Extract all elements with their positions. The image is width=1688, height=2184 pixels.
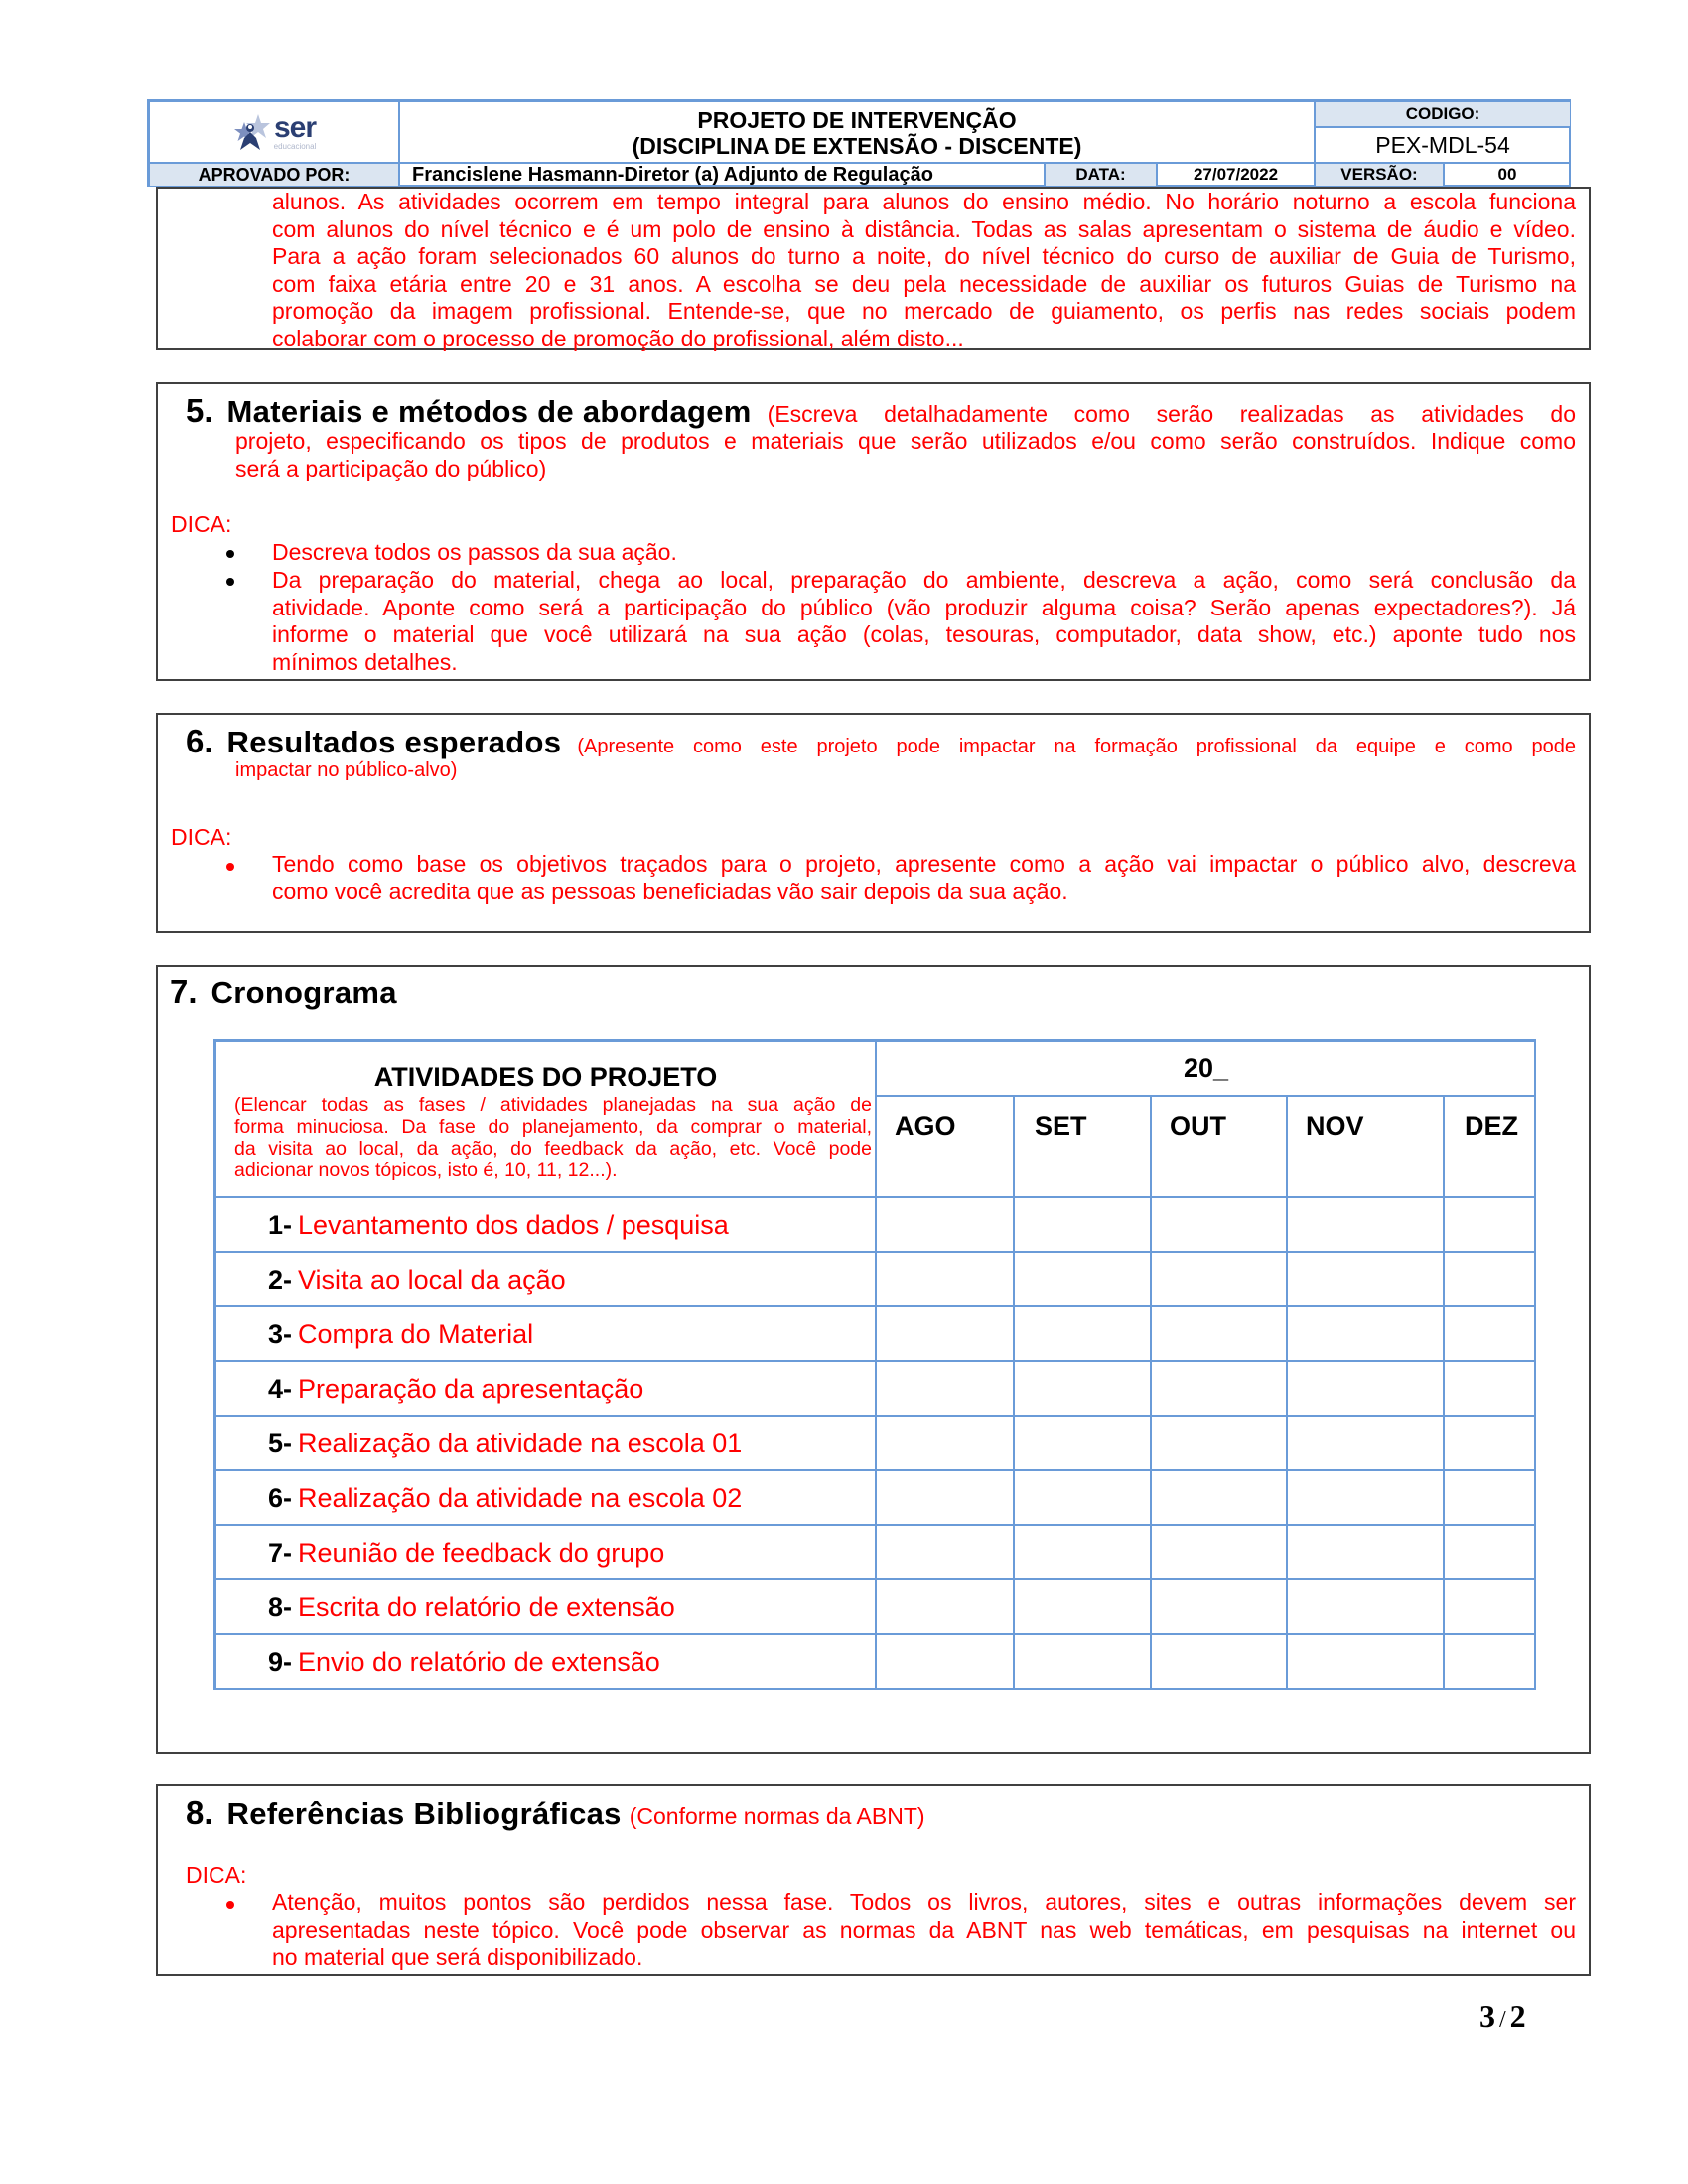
- logo-cell: [149, 101, 399, 163]
- schedule-cell[interactable]: [1151, 1416, 1287, 1470]
- schedule-cell[interactable]: [1287, 1579, 1444, 1634]
- text-line: forma minuciosa. Da fase do planejamento, da comprar o material,: [234, 1116, 872, 1138]
- activity-label: Escrita do relatório de extensão: [298, 1591, 675, 1622]
- schedule-cell[interactable]: [876, 1361, 1014, 1416]
- text-line: (Elencar todas as fases / atividades planejadas na sua ação de: [234, 1094, 872, 1116]
- text-line: projeto, especificando os tipos de produtos e materiais que serão utilizados e/ou como serão construídos. Indique como: [235, 428, 1576, 454]
- activity-number: 8-: [268, 1591, 293, 1622]
- schedule-cell[interactable]: [1151, 1470, 1287, 1525]
- schedule-cell[interactable]: [1444, 1306, 1536, 1361]
- schedule-cell[interactable]: [876, 1197, 1014, 1252]
- schedule-cell[interactable]: [1444, 1634, 1536, 1689]
- schedule-cell[interactable]: [1444, 1525, 1536, 1579]
- bullet-icon: [226, 863, 234, 871]
- schedule-cell[interactable]: [1014, 1416, 1151, 1470]
- approved-label: APROVADO POR:: [198, 164, 351, 185]
- text-line: colaborar com o processo de promoção do profissional, além disto...: [272, 325, 964, 351]
- section-5-heading: [186, 392, 1576, 430]
- schedule-cell[interactable]: [1287, 1525, 1444, 1579]
- activity-row-label: [215, 1361, 876, 1416]
- schedule-cell[interactable]: [1287, 1470, 1444, 1525]
- activities-header-cell: [215, 1041, 876, 1197]
- section-instruction: (Conforme normas da ABNT): [629, 1803, 925, 1829]
- month-header: [1151, 1096, 1287, 1197]
- text-line: Atenção, muitos pontos são perdidos nessa fase. Todos os livros, autores, sites e outras informações devem ser: [272, 1889, 1576, 1915]
- page-separator: /: [1499, 2007, 1506, 2033]
- section-4-continuation: [156, 187, 1591, 350]
- section-8-heading: [186, 1794, 925, 1832]
- schedule-cell[interactable]: [876, 1634, 1014, 1689]
- code-value: PEX-MDL-54: [1375, 131, 1510, 158]
- approved-value: Francislene Hasmann-Diretor (a) Adjunto de Regulação: [412, 163, 933, 186]
- schedule-cell[interactable]: [1151, 1634, 1287, 1689]
- activity-number: 5-: [268, 1428, 293, 1458]
- schedule-cell[interactable]: [1444, 1197, 1536, 1252]
- schedule-cell[interactable]: [1287, 1361, 1444, 1416]
- section-instruction-cont: impactar no público-alvo): [235, 759, 458, 781]
- activity-row-label: [215, 1579, 876, 1634]
- tip-label: DICA:: [171, 511, 232, 537]
- date-value-cell: [1157, 163, 1315, 187]
- activity-number: 3-: [268, 1318, 293, 1349]
- bullet-icon: [226, 1901, 234, 1909]
- month-header: [1014, 1096, 1151, 1197]
- schedule-cell[interactable]: [1014, 1470, 1151, 1525]
- text-line: com alunos do nível técnico e é um polo de ensino à distância. Todas as salas apresentam o sistema de áudio e vídeo.: [272, 215, 1576, 242]
- month-label: AGO: [895, 1111, 956, 1141]
- schedule-cell[interactable]: [876, 1252, 1014, 1306]
- month-label: NOV: [1306, 1111, 1364, 1141]
- schedule-cell[interactable]: [1151, 1306, 1287, 1361]
- section-6-heading: [186, 723, 1576, 760]
- month-header: [1287, 1096, 1444, 1197]
- tip-item: Descreva todos os passos da sua ação.: [272, 539, 677, 565]
- logo: [232, 112, 317, 152]
- year-label: 20_: [1183, 1053, 1229, 1083]
- schedule-cell[interactable]: [1287, 1634, 1444, 1689]
- text-line: apresentadas neste tópico. Você pode observar as normas da ABNT nas web temáticas, em pesquisas na internet ou: [272, 1916, 1576, 1943]
- section-number: 5.: [186, 392, 213, 429]
- schedule-cell[interactable]: [1014, 1306, 1151, 1361]
- text-line: adicionar novos tópicos, isto é, 10, 11, 12...).: [234, 1160, 618, 1181]
- text-line: como você acredita que as pessoas beneficiadas vão sair depois da sua ação.: [272, 878, 1068, 904]
- activity-label: Envio do relatório de extensão: [298, 1646, 660, 1677]
- activity-row-label: [215, 1416, 876, 1470]
- schedule-table: [213, 1039, 1536, 1690]
- bullet-icon: [226, 578, 234, 586]
- schedule-cell[interactable]: [1151, 1361, 1287, 1416]
- section-4-text: [272, 189, 1576, 352]
- page-current: 3: [1479, 1998, 1495, 2034]
- document-title: PROJETO DE INTERVENÇÃO: [697, 107, 1017, 133]
- schedule-cell[interactable]: [1444, 1252, 1536, 1306]
- activity-label: Compra do Material: [298, 1318, 534, 1349]
- text-line: informe o material que você utilizará na sua ação (colas, tesouras, computador, data show, etc.) aponte tudo nos: [272, 621, 1576, 647]
- schedule-cell[interactable]: [1151, 1525, 1287, 1579]
- text-line: Para a ação foram selecionados 60 alunos do turno a noite, do nível técnico do curso de auxiliar de Guia de Turismo,: [272, 243, 1576, 269]
- version-label: VERSÃO:: [1340, 165, 1418, 184]
- schedule-cell[interactable]: [1151, 1197, 1287, 1252]
- schedule-cell[interactable]: [1287, 1197, 1444, 1252]
- activity-number: 9-: [268, 1646, 293, 1677]
- section-number: 6.: [186, 723, 213, 759]
- schedule-cell[interactable]: [1444, 1416, 1536, 1470]
- version-value-cell: [1444, 163, 1571, 187]
- schedule-cell[interactable]: [1444, 1579, 1536, 1634]
- activity-number: 4-: [268, 1373, 293, 1404]
- activity-row-label: [215, 1252, 876, 1306]
- version-label-cell: [1315, 163, 1444, 187]
- activity-row-label: [215, 1306, 876, 1361]
- month-header: [1444, 1096, 1536, 1197]
- schedule-cell[interactable]: [1014, 1361, 1151, 1416]
- code-label: CODIGO:: [1405, 104, 1480, 123]
- schedule-cell[interactable]: [1287, 1416, 1444, 1470]
- schedule-cell[interactable]: [1014, 1197, 1151, 1252]
- activities-note: [234, 1094, 872, 1181]
- schedule-cell[interactable]: [1014, 1634, 1151, 1689]
- month-header: [876, 1096, 1014, 1197]
- activity-number: 6-: [268, 1482, 293, 1513]
- schedule-cell[interactable]: [876, 1525, 1014, 1579]
- activity-label: Visita ao local da ação: [298, 1264, 566, 1295]
- logo-subtitle: educacional: [273, 142, 317, 151]
- activity-label: Preparação da apresentação: [298, 1373, 644, 1404]
- schedule-cell[interactable]: [1014, 1252, 1151, 1306]
- date-label-cell: [1045, 163, 1157, 187]
- text-line: atividade. Aponte como será a participação do público (vão produzir alguma coisa? Serão apenas expectadores?). Já: [272, 594, 1576, 620]
- section-title: Referências Bibliográficas: [226, 1796, 622, 1831]
- star-figure-icon: [232, 112, 270, 152]
- activity-label: Realização da atividade na escola 02: [298, 1482, 743, 1513]
- section-instruction: (Escreva detalhadamente como serão realizadas as atividades do: [767, 401, 1576, 427]
- month-label: SET: [1035, 1111, 1087, 1141]
- section-7-heading: [170, 973, 397, 1011]
- section-number: 7.: [170, 973, 198, 1010]
- approved-label-cell: [149, 163, 399, 187]
- document-subtitle: (DISCIPLINA DE EXTENSÃO - DISCENTE): [632, 133, 1082, 159]
- date-label: DATA:: [1075, 165, 1126, 184]
- activity-number: 7-: [268, 1537, 293, 1568]
- text-line: promoção da imagem profissional. Entende-se, que no mercado de guiamento, os perfis nas redes sociais podem: [272, 298, 1576, 324]
- schedule-cell[interactable]: [1151, 1252, 1287, 1306]
- activity-row-label: [215, 1525, 876, 1579]
- code-value-cell: [1315, 127, 1571, 163]
- tip-item: [272, 851, 1576, 905]
- section-title: Resultados esperados: [226, 725, 562, 759]
- activity-number: 1-: [268, 1209, 293, 1240]
- schedule-cell[interactable]: [1287, 1252, 1444, 1306]
- text-line: Da preparação do material, chega ao local, preparação do ambiente, descreva a ação, como será conclusão da: [272, 567, 1576, 593]
- version-value: 00: [1497, 165, 1517, 184]
- section-8-references: [156, 1784, 1591, 1976]
- text-line: mínimos detalhes.: [272, 648, 458, 675]
- activity-number: 2-: [268, 1264, 293, 1295]
- section-5-instruction-cont: [235, 428, 1576, 482]
- schedule-cell[interactable]: [876, 1470, 1014, 1525]
- year-header-cell: [876, 1041, 1536, 1096]
- schedule-cell[interactable]: [876, 1579, 1014, 1634]
- activity-row-label: [215, 1470, 876, 1525]
- section-title: Cronograma: [211, 975, 397, 1010]
- schedule-cell[interactable]: [1014, 1525, 1151, 1579]
- activity-label: Levantamento dos dados / pesquisa: [298, 1209, 729, 1240]
- schedule-cell[interactable]: [876, 1306, 1014, 1361]
- schedule-cell[interactable]: [1444, 1470, 1536, 1525]
- section-5-materials: [156, 382, 1591, 681]
- tip-label: DICA:: [171, 824, 232, 850]
- section-title: Materiais e métodos de abordagem: [226, 394, 752, 429]
- tip-label: DICA:: [186, 1862, 247, 1888]
- page-number: [1479, 1998, 1526, 2035]
- activity-label: Realização da atividade na escola 01: [298, 1428, 743, 1458]
- title-cell: [399, 101, 1315, 163]
- schedule-cell[interactable]: [876, 1416, 1014, 1470]
- logo-brand: ser: [273, 111, 317, 144]
- document-header: [147, 99, 1571, 187]
- activity-row-label: [215, 1197, 876, 1252]
- date-value: 27/07/2022: [1193, 165, 1279, 184]
- text-line: Tendo como base os objetivos traçados para o projeto, apresente como a ação vai impactar o público alvo, descreva: [272, 851, 1576, 877]
- activities-header: ATIVIDADES DO PROJETO: [373, 1062, 718, 1092]
- section-6-results: [156, 713, 1591, 933]
- activity-row-label: [215, 1634, 876, 1689]
- schedule-cell[interactable]: [1287, 1306, 1444, 1361]
- schedule-cell[interactable]: [1151, 1579, 1287, 1634]
- text-line: alunos. As atividades ocorrem em tempo integral para alunos do ensino médio. No horário noturno a escola funciona: [272, 189, 1576, 214]
- month-label: DEZ: [1465, 1111, 1518, 1141]
- activity-label: Reunião de feedback do grupo: [298, 1537, 665, 1568]
- schedule-cell[interactable]: [1444, 1361, 1536, 1416]
- code-label-cell: [1315, 101, 1571, 127]
- section-instruction: (Apresente como este projeto pode impactar na formação profissional da equipe e como pode: [577, 736, 1576, 757]
- approved-value-cell: [399, 163, 1045, 187]
- bullet-icon: [226, 550, 234, 558]
- month-label: OUT: [1170, 1111, 1226, 1141]
- text-line: será a participação do público): [235, 455, 547, 481]
- tip-item: [272, 567, 1576, 676]
- text-line: no material que será disponibilizado.: [272, 1944, 643, 1970]
- text-line: com faixa etária entre 20 e 31 anos. A escolha se deu pela necessidade de auxiliar os futuros Guias de Turismo na: [272, 270, 1576, 297]
- section-number: 8.: [186, 1794, 213, 1831]
- text-line: da visita ao local, da ação, do feedback da ação, etc. Você pode: [234, 1138, 872, 1160]
- page-total: 2: [1509, 1998, 1526, 2034]
- tip-item: [272, 1889, 1576, 1972]
- schedule-cell[interactable]: [1014, 1579, 1151, 1634]
